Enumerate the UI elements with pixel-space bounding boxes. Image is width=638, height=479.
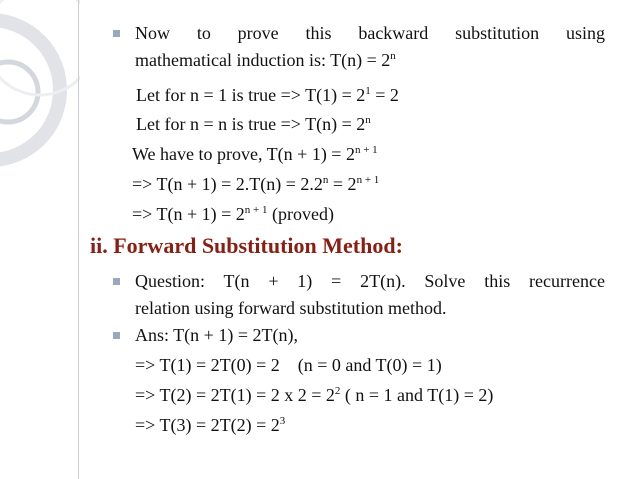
bullet-text: mathematical induction is: $T(n) = 2^n$ [135, 50, 396, 70]
divider-line [78, 0, 79, 479]
section-heading: ii. Forward Substitution Method: [90, 233, 403, 258]
bullet-text: Question: T(n + 1) = 2T(n). Solve this recurrence [135, 271, 605, 291]
answer-line: => $T(3) = 2T(2) = 2^3$ [135, 415, 286, 435]
answer-line: => T(2) = 2T(1) = 2 x $2 = 2^2$ ( n = 1 and T(1) = 2) [135, 385, 494, 405]
bullet-text: relation using forward substitution method. [135, 298, 447, 318]
bullet-marker [113, 30, 120, 37]
bullet-marker [113, 278, 120, 285]
proof-line: Let for n = 1 is true => $T(1) = 2^1 = 2$ [136, 85, 399, 105]
answer-line: => T(1) = 2T(0) = 2 (n = 0 and T(0) = 1) [135, 355, 442, 375]
bullet-text: Ans: T(n + 1) = 2T(n), [135, 325, 298, 345]
proof-line: => $T(n + 1) = 2.T(n) = 2.2^n = 2^{n + 1}$ [132, 174, 380, 194]
proof-line: Let for n = n is true => $T(n) = 2^n$ [136, 114, 371, 134]
proof-line: => $T(n + 1) = 2^{n + 1}$ (proved) [132, 204, 334, 224]
proof-line: We have to prove, $T(n + 1) = 2^{n + 1}$ [132, 144, 378, 164]
decorative-circles [0, 0, 80, 479]
bullet-text: Now to prove this backward substitution using [135, 23, 605, 43]
bullet-marker [113, 332, 120, 339]
